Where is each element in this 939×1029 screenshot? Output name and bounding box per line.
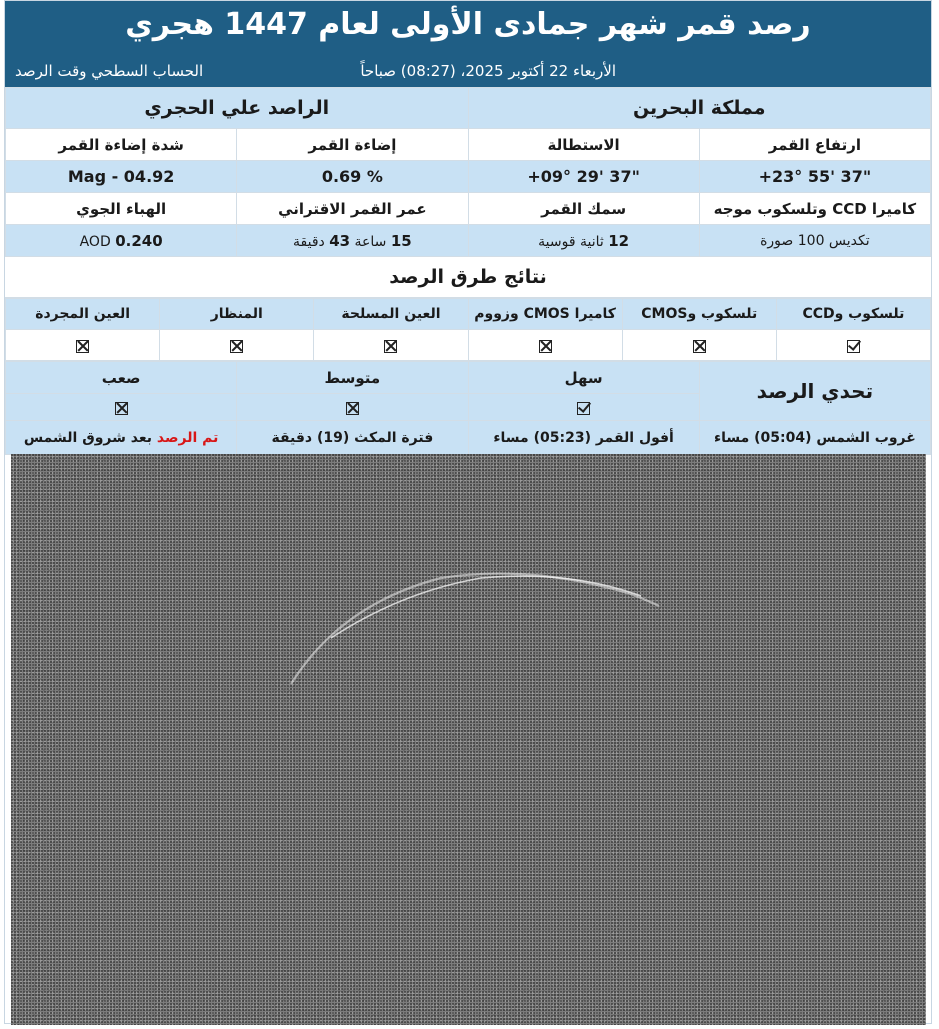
- crossed-box-icon: [384, 340, 397, 353]
- crossed-box-icon: [693, 340, 706, 353]
- moon-age-value: 15 ساعة 43 دقيقة: [237, 225, 468, 257]
- moon-age-label: عمر القمر الاقتراني: [237, 193, 468, 225]
- magnitude-label: شدة إضاءة القمر: [6, 129, 237, 161]
- method-label: المنظار: [160, 299, 314, 330]
- moon-info-table: [5, 87, 931, 257]
- calc-note: الحساب السطحي وقت الرصد: [15, 62, 204, 80]
- crossed-box-icon: [115, 402, 128, 415]
- magnitude-value: Mag - 04.92: [6, 161, 237, 193]
- crossed-box-icon: [230, 340, 243, 353]
- sunset-time: غروب الشمس (05:04) مساء: [699, 421, 930, 455]
- crossed-box-icon: [346, 402, 359, 415]
- aerosol-label: الهباء الجوي: [6, 193, 237, 225]
- crescent-photo: [11, 454, 926, 1025]
- method-label: كاميرا CMOS وزووم: [468, 299, 622, 330]
- thickness-label: سمك القمر: [468, 193, 699, 225]
- moonset-time: أفول القمر (05:23) مساء: [468, 421, 699, 455]
- stack-value: تكديس 100 صورة: [699, 225, 930, 257]
- crossed-box-icon: [539, 340, 552, 353]
- method-label: العين المجردة: [6, 299, 160, 330]
- crescent-arc: [11, 454, 926, 1025]
- equipment-label: كاميرا CCD وتلسكوب موجه: [699, 193, 930, 225]
- methods-title: نتائج طرق الرصد: [5, 257, 931, 298]
- header-banner: [5, 1, 931, 87]
- elongation-label: الاستطالة: [468, 129, 699, 161]
- note-highlight: تم الرصد: [156, 429, 219, 446]
- altitude-value: +23° 55' 37": [699, 161, 930, 193]
- difficulty-label: صعب: [6, 362, 237, 394]
- thickness-value: 12 ثانية قوسية: [468, 225, 699, 257]
- observation-date: الأربعاء 22 أكتوبر 2025، (08:27) صباحاً: [360, 62, 616, 80]
- checked-box-icon: [577, 402, 590, 415]
- methods-table: [5, 298, 931, 361]
- method-label: تلسكوب وCMOS: [622, 299, 776, 330]
- illumination-label: إضاءة القمر: [237, 129, 468, 161]
- observation-card: [4, 0, 932, 1024]
- aod-value: AOD 0.240: [6, 225, 237, 257]
- lag-time: فترة المكث (19) دقيقة: [237, 421, 468, 455]
- crossed-box-icon: [76, 340, 89, 353]
- country-cell: مملكة البحرين: [468, 88, 931, 129]
- method-label: تلسكوب وCCD: [776, 299, 930, 330]
- challenge-table: [5, 361, 931, 455]
- header-subrow: [5, 62, 931, 84]
- observer-cell: الراصد علي الحجري: [6, 88, 469, 129]
- difficulty-label: متوسط: [237, 362, 468, 394]
- illumination-value: 0.69 %: [237, 161, 468, 193]
- observation-note: تم الرصد بعد شروق الشمس: [6, 421, 237, 455]
- checked-box-icon: [847, 340, 860, 353]
- difficulty-label: سهل: [468, 362, 699, 394]
- page-title: رصد قمر شهر جمادى الأولى لعام 1447 هجري: [125, 7, 811, 42]
- altitude-label: ارتفاع القمر: [699, 129, 930, 161]
- method-label: العين المسلحة: [314, 299, 468, 330]
- elongation-value: +09° 29' 37": [468, 161, 699, 193]
- challenge-title: تحدي الرصد: [699, 362, 930, 421]
